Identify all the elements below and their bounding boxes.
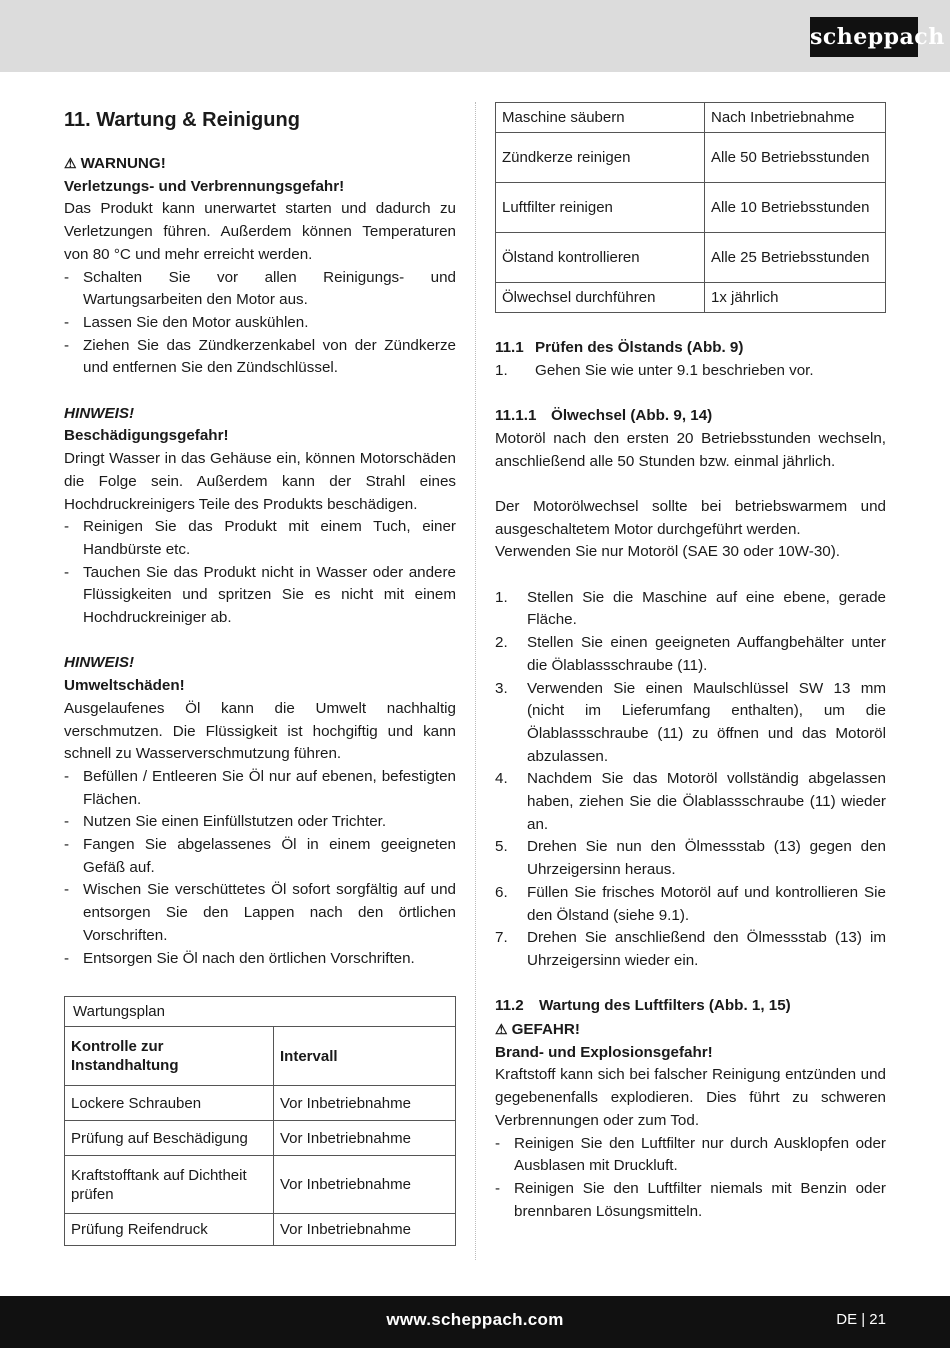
- danger-heading: Brand- und Explosionsgefahr!: [495, 1043, 713, 1061]
- list-item: - Fangen Sie abgelassenes Öl in einem geeigneten Gefäß auf.: [64, 836, 456, 876]
- warning-heading: Verletzungs- und Verbrennungsgefahr!: [64, 177, 345, 195]
- list-item: - Lassen Sie den Motor auskühlen.: [64, 313, 309, 331]
- list-item: - Tauchen Sie das Produkt nicht in Wasser oder andere Flüssigkeiten und spritzen Sie es nicht mit einem Hochdruckreiniger ab.: [64, 563, 456, 627]
- list-item: - Wischen Sie verschüttetes Öl sofort sorgfältig auf und entsorgen Sie den Lappen nach den örtlichen Vorschriften.: [64, 881, 456, 944]
- danger-label: ⚠ GEFAHR!: [495, 1021, 580, 1039]
- notice-heading: Umweltschäden!: [64, 677, 185, 695]
- list-item: - Ziehen Sie das Zündkerzenkabel von der Zündkerze und entfernen Sie den Zündschlüssel.: [64, 336, 456, 377]
- list-item: - Schalten Sie vor allen Reinigungs- und Wartungsarbeiten den Motor aus.: [64, 268, 456, 309]
- danger-list: [495, 1133, 886, 1224]
- list-item: 2. Stellen Sie einen geeigneten Auffangbehälter unter die Ölablassschraube (11).: [495, 634, 886, 674]
- list-item: - Nutzen Sie einen Einfüllstutzen oder Trichter.: [64, 813, 387, 831]
- footer-bar: [0, 1296, 950, 1348]
- table-row: Prüfung Reifendruck Vor Inbetriebnahme: [65, 1214, 456, 1246]
- subsection-heading: 11.1.1 Ölwechsel (Abb. 9, 14): [495, 407, 713, 425]
- maintenance-plan-continued: [495, 102, 886, 313]
- table-row: Lockere Schrauben Vor Inbetriebnahme: [65, 1086, 456, 1121]
- notice-heading: Beschädigungsgefahr!: [64, 427, 229, 445]
- subsection-heading: 11.1 Prüfen des Ölstands (Abb. 9): [495, 339, 744, 356]
- left-column: [64, 102, 456, 1246]
- list-item: 3. Verwenden Sie einen Maulschlüssel SW 13 mm (nicht im Lieferumfang enthalten), um die Ölablassschraube (11) zu öffnen und das Motoröl abzulassen.: [495, 679, 886, 765]
- warning-label: ⚠ WARNUNG!: [64, 155, 166, 172]
- list-item: 5. Drehen Sie nun den Ölmessstab (13) gegen den Uhrzeigersinn heraus.: [495, 838, 886, 879]
- maintenance-plan-table: [64, 996, 456, 1246]
- list-item: 1. Stellen Sie die Maschine auf eine ebene, gerade Fläche.: [495, 588, 886, 629]
- header-bar: [0, 0, 950, 72]
- table-row: Kraftstofftank auf Dichtheit prüfen Vor Inbetriebnahme: [65, 1156, 456, 1214]
- paragraph: Motoröl nach den ersten 20 Betriebsstunden wechseln, anschließend alle 50 Stunden bzw. einmal jährlich.: [495, 429, 886, 470]
- website-url: www.scheppach.com: [386, 1310, 564, 1329]
- list-item: - Reinigen Sie den Luftfilter niemals mit Benzin oder brennbaren Lösungsmitteln.: [495, 1179, 886, 1220]
- paragraph: Verwenden Sie nur Motoröl (SAE 30 oder 10W-30).: [495, 543, 840, 561]
- list-item: 1. Gehen Sie wie unter 9.1 beschrieben vor.: [495, 361, 814, 379]
- column-divider: [475, 102, 476, 1260]
- notice-list: [64, 516, 456, 630]
- steps-list: [495, 587, 886, 973]
- warning-text: Das Produkt kann unerwartet starten und dadurch zu Verletzungen führen. Außerdem können Temperaturen von 80 °C und mehr erreicht werden.: [64, 200, 456, 263]
- notice-text: Ausgelaufenes Öl kann die Umwelt nachhaltig verschmutzen. Die Flüssigkeit ist hochgiftig und kann schnell zu Wasserverschmutzung führen.: [64, 699, 456, 763]
- page-number: DE | 21: [836, 1311, 886, 1328]
- danger-text: Kraftstoff kann sich bei falscher Reinigung entzünden und gegebenenfalls explodieren. Dies führt zu schweren Verbrennungen oder zum Tod.: [495, 1066, 886, 1129]
- notice-label: HINWEIS!: [64, 404, 135, 422]
- notice-label: HINWEIS!: [64, 654, 135, 672]
- section-title: 11. Wartung & Reinigung: [64, 109, 300, 131]
- table-header: Intervall: [274, 1027, 456, 1086]
- brand-logo: scheppach: [810, 17, 918, 57]
- paragraph: Der Motorölwechsel sollte bei betriebswarmem und ausgeschaltetem Motor durchgeführt werden.: [495, 497, 886, 538]
- table-row: Ölwechsel durchführen 1x jährlich: [496, 283, 886, 313]
- list-item: 6. Füllen Sie frisches Motoröl auf und kontrollieren Sie den Ölstand (siehe 9.1).: [495, 883, 886, 924]
- table-row: Zündkerze reinigen Alle 50 Betriebsstunden: [496, 133, 886, 183]
- table-row: Maschine säubern Nach Inbetriebnahme: [496, 103, 886, 133]
- notice-text: Dringt Wasser in das Gehäuse ein, können Motorschäden die Folge sein. Außerdem kann der Strahl eines Hochdruckreinigers Teile des Produkts beschädigen.: [64, 450, 456, 513]
- table-header: Kontrolle zur Instandhaltung: [65, 1027, 274, 1086]
- list-item: 7. Drehen Sie anschließend den Ölmessstab (13) im Uhrzeigersinn wieder ein.: [495, 929, 886, 969]
- table-title: Wartungsplan: [65, 997, 456, 1027]
- subsection-heading: 11.2 Wartung des Luftfilters (Abb. 1, 15): [495, 997, 791, 1015]
- list-item: 4. Nachdem Sie das Motoröl vollständig abgelassen haben, ziehen Sie die Ölablassschraube (11) wieder an.: [495, 770, 886, 833]
- list-item: - Entsorgen Sie Öl nach den örtlichen Vorschriften.: [64, 949, 415, 967]
- list-item: - Reinigen Sie das Produkt mit einem Tuch, einer Handbürste etc.: [64, 518, 456, 558]
- warning-list: [64, 267, 456, 381]
- list-item: - Befüllen / Entleeren Sie Öl nur auf ebenen, befestigten Flächen.: [64, 767, 456, 808]
- table-row: Ölstand kontrollieren Alle 25 Betriebsstunden: [496, 233, 886, 283]
- table-row: Luftfilter reinigen Alle 10 Betriebsstunden: [496, 183, 886, 233]
- list-item: - Reinigen Sie den Luftfilter nur durch Ausklopfen oder Ausblasen mit Druckluft.: [495, 1134, 886, 1175]
- right-column: [495, 102, 886, 1223]
- notice-list: [64, 766, 456, 970]
- warning-icon: ⚠: [64, 155, 77, 171]
- table-row: Prüfung auf Beschädigung Vor Inbetriebnahme: [65, 1121, 456, 1156]
- warning-icon: ⚠: [495, 1021, 508, 1038]
